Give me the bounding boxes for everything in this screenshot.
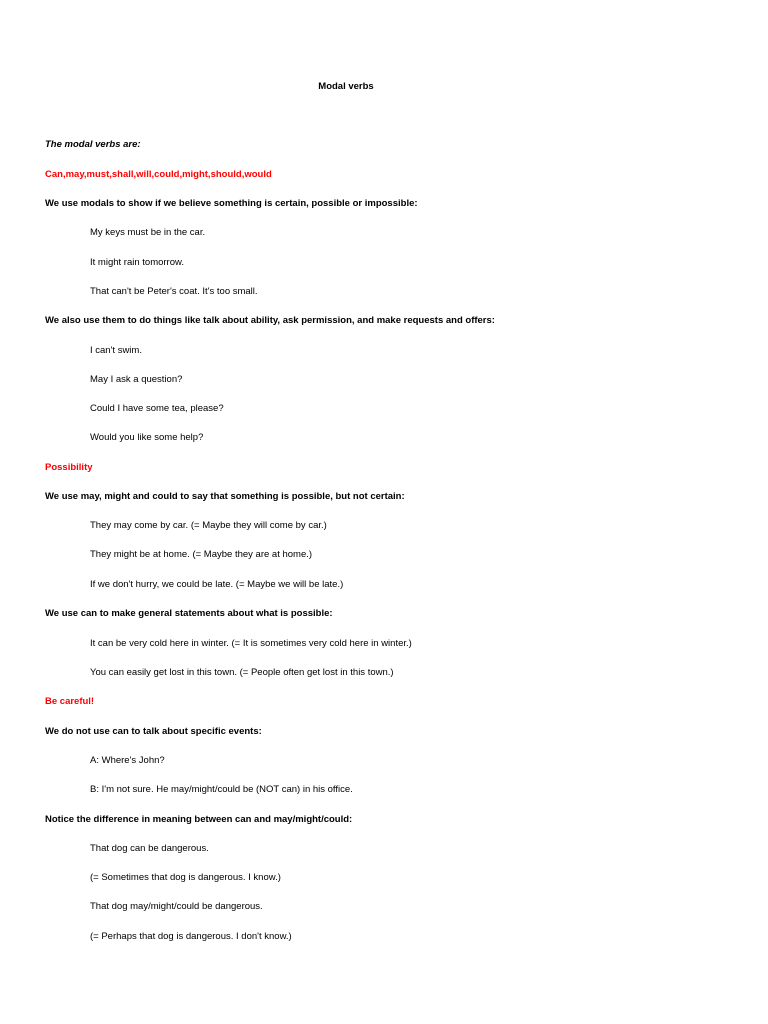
specific-events-heading: We do not use can to talk about specific events: xyxy=(45,726,262,737)
example-sentence: (= Sometimes that dog is dangerous. I know.) xyxy=(90,872,281,883)
certainty-heading: We use modals to show if we believe something is certain, possible or impossible: xyxy=(45,198,418,209)
section-heading-be-careful: Be careful! xyxy=(45,696,95,707)
document-title: Modal verbs xyxy=(318,81,374,92)
example-sentence: May I ask a question? xyxy=(90,374,183,385)
example-sentence: That dog can be dangerous. xyxy=(90,843,209,854)
example-sentence: That can't be Peter's coat. It's too small. xyxy=(90,286,258,297)
ability-heading: We also use them to do things like talk about ability, ask permission, and make requests and offers: xyxy=(45,315,495,326)
example-sentence: They might be at home. (= Maybe they are at home.) xyxy=(90,549,313,560)
example-sentence: You can easily get lost in this town. (= People often get lost in this town.) xyxy=(90,667,394,678)
example-sentence: If we don't hurry, we could be late. (= Maybe we will be late.) xyxy=(90,579,344,590)
example-sentence: (= Perhaps that dog is dangerous. I don't know.) xyxy=(90,931,292,942)
example-sentence: They may come by car. (= Maybe they will come by car.) xyxy=(90,520,327,531)
example-sentence: Could I have some tea, please? xyxy=(90,403,224,414)
example-sentence: My keys must be in the car. xyxy=(90,227,206,238)
possibility-heading: We use may, might and could to say that something is possible, but not certain: xyxy=(45,491,405,502)
example-sentence: I can't swim. xyxy=(90,345,142,356)
modal-verbs-list: Can,may,must,shall,will,could,might,should,would xyxy=(45,169,272,180)
example-sentence: It can be very cold here in winter. (= It is sometimes very cold here in winter.) xyxy=(90,638,412,649)
general-statements-heading: We use can to make general statements about what is possible: xyxy=(45,608,333,619)
example-sentence: A: Where's John? xyxy=(90,755,165,766)
section-heading-possibility: Possibility xyxy=(45,462,93,473)
example-sentence: Would you like some help? xyxy=(90,432,204,443)
example-sentence: It might rain tomorrow. xyxy=(90,257,184,268)
example-sentence: B: I'm not sure. He may/might/could be (NOT can) in his office. xyxy=(90,784,353,795)
difference-heading: Notice the difference in meaning between can and may/might/could: xyxy=(45,814,353,825)
example-sentence: That dog may/might/could be dangerous. xyxy=(90,901,263,912)
intro-heading: The modal verbs are: xyxy=(45,139,141,150)
